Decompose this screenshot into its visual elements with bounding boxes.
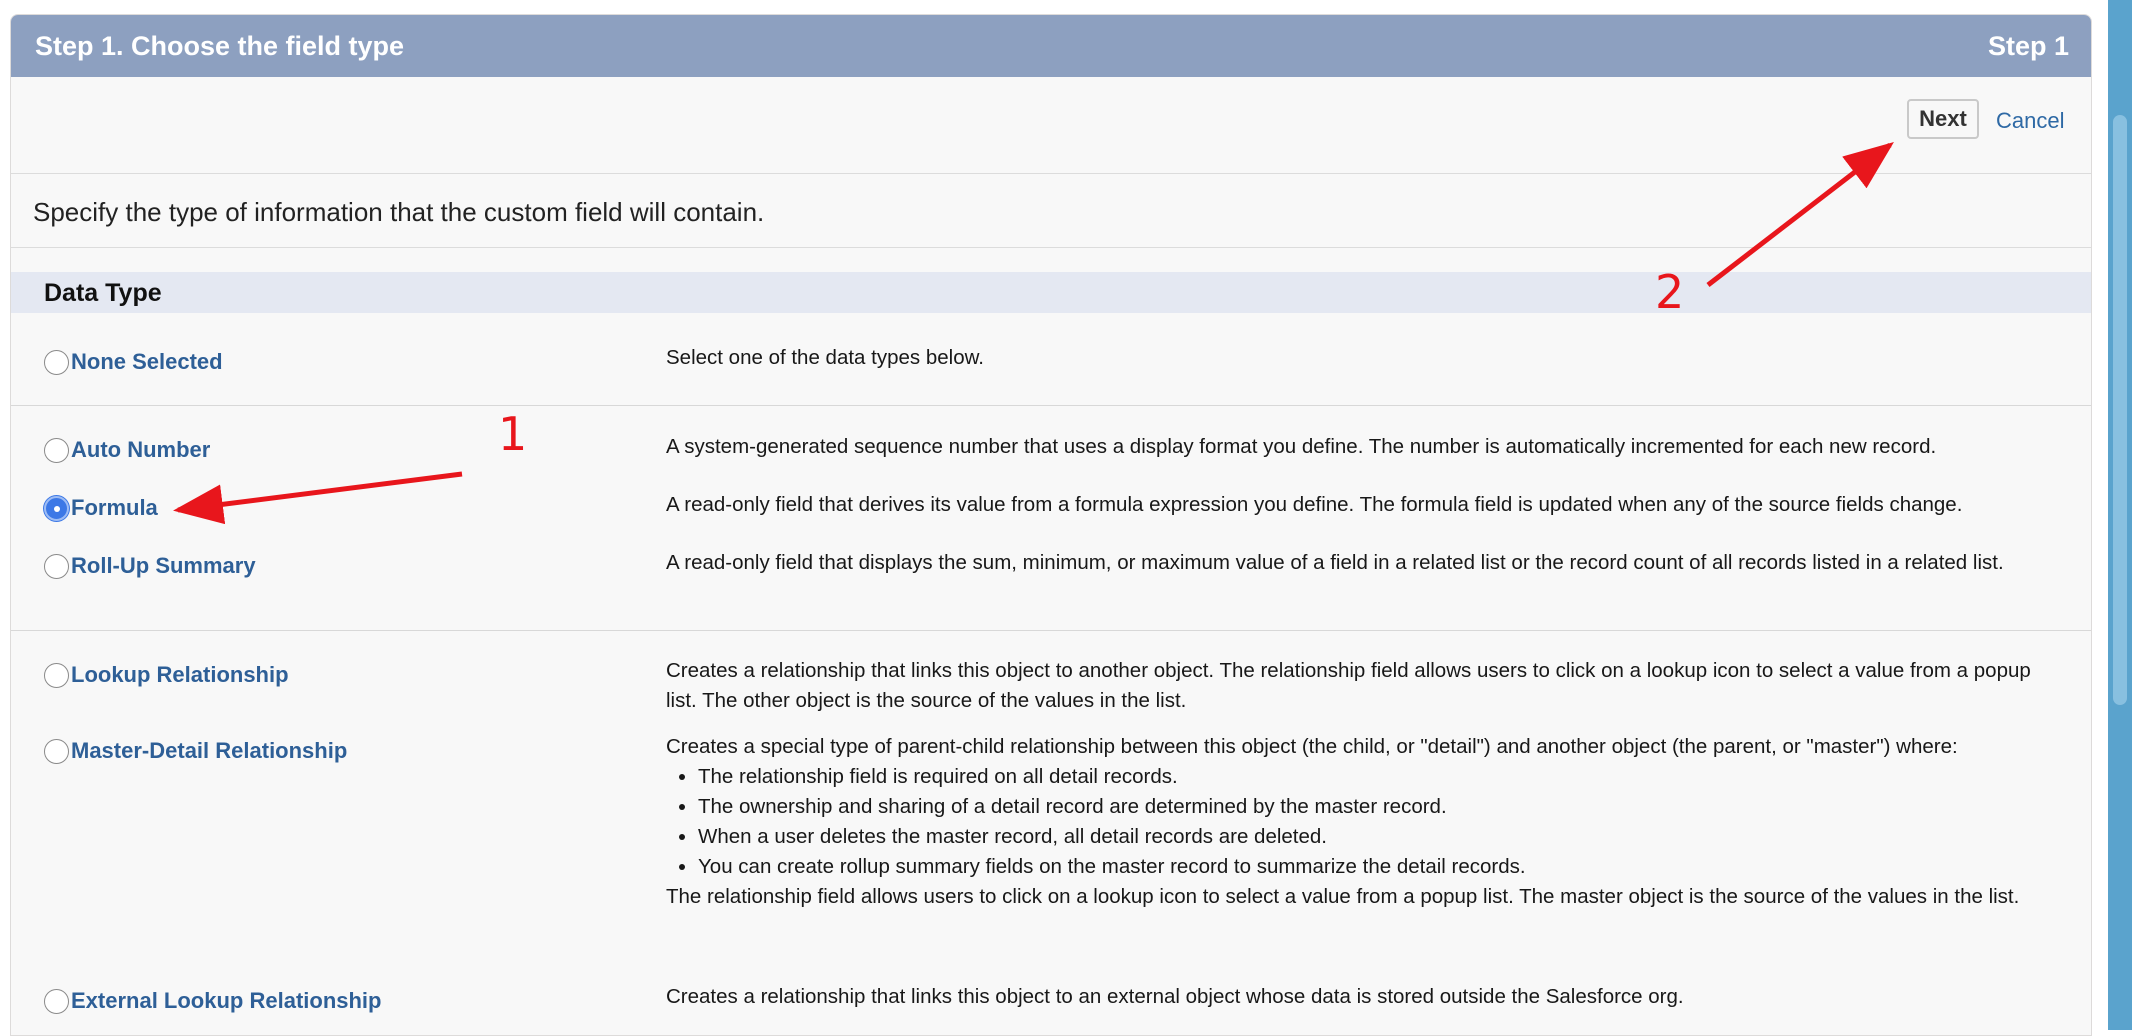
option-label: None Selected — [71, 349, 223, 374]
radio-roll-up-summary[interactable] — [44, 554, 69, 579]
radio-master-detail-relationship[interactable] — [44, 739, 69, 764]
option-master-detail-relationship[interactable] — [44, 737, 347, 765]
option-description: Creates a special type of parent-child relationship between this object (the child, or "detail") and another object (the parent, or "master") where: — [666, 735, 1958, 758]
option-auto-number[interactable] — [44, 436, 210, 464]
option-lookup-relationship[interactable] — [44, 661, 289, 689]
option-roll-up-summary[interactable] — [44, 552, 256, 580]
bullet-item: • The relationship field is required on all detail records. — [698, 762, 2066, 792]
radio-formula-selected[interactable] — [44, 496, 69, 521]
option-description: Creates a relationship that links this object to another object. The relationship field allows users to click on a lookup icon to select a value from a popup list. The other object is the source of the values in the list. — [666, 659, 2031, 712]
option-formula[interactable] — [44, 494, 158, 522]
option-description-continued: The relationship field allows users to click on a lookup icon to select a value from a popup list. The master object is the source of the values in the list. — [666, 885, 2020, 908]
scrollbar-thumb[interactable] — [2113, 115, 2127, 705]
option-description: A read-only field that displays the sum, minimum, or maximum value of a field in a related list or the record count of all records listed in a related list. — [666, 551, 2004, 574]
radio-none-selected[interactable] — [44, 350, 69, 375]
option-description: A system-generated sequence number that uses a display format you define. The number is automatically incremented for each new record. — [666, 435, 1937, 458]
next-button[interactable]: Next — [1907, 99, 1979, 139]
option-label: Formula — [71, 495, 158, 520]
step-indicator: Step 1 — [1987, 31, 2069, 61]
radio-external-lookup-relationship[interactable] — [44, 989, 69, 1014]
cancel-link[interactable]: Cancel — [1996, 108, 2065, 133]
step-title: Step 1. Choose the field type — [35, 31, 405, 61]
option-description: Creates a relationship that links this object to an external object whose data is stored outside the Salesforce org. — [666, 985, 1684, 1008]
option-label: External Lookup Relationship — [71, 988, 382, 1013]
annotation-marker-1: 1 — [498, 407, 528, 461]
instructions-text: Specify the type of information that the custom field will contain. — [33, 197, 765, 227]
option-label: Roll-Up Summary — [71, 553, 256, 578]
group-divider — [11, 630, 2091, 631]
option-label: Master-Detail Relationship — [71, 738, 348, 763]
radio-lookup-relationship[interactable] — [44, 663, 69, 688]
button-bar — [11, 77, 2091, 174]
option-description: Select one of the data types below. — [666, 346, 984, 369]
master-detail-description — [666, 732, 2066, 912]
bullet-item: • You can create rollup summary fields on the master record to summarize the detail records. — [698, 852, 2066, 882]
option-description: A read-only field that derives its value from a formula expression you define. The formula field is updated when any of the source fields change. — [666, 493, 1963, 516]
group-divider — [11, 405, 2091, 406]
annotation-marker-2: 2 — [1655, 265, 1685, 319]
section-title: Data Type — [44, 279, 162, 307]
data-type-section-header — [11, 272, 2091, 313]
option-label: Auto Number — [71, 437, 211, 462]
master-detail-bullet-list — [666, 762, 2066, 882]
option-label: Lookup Relationship — [71, 662, 289, 687]
option-none-selected[interactable] — [44, 348, 223, 376]
instructions — [11, 174, 2091, 248]
option-external-lookup-relationship[interactable] — [44, 987, 381, 1015]
radio-auto-number[interactable] — [44, 438, 69, 463]
bullet-item: • The ownership and sharing of a detail record are determined by the master record. — [698, 792, 2066, 822]
bullet-item: • When a user deletes the master record, all detail records are deleted. — [698, 822, 2066, 852]
step-header — [11, 15, 2091, 77]
field-type-wizard-panel — [10, 14, 2092, 1036]
